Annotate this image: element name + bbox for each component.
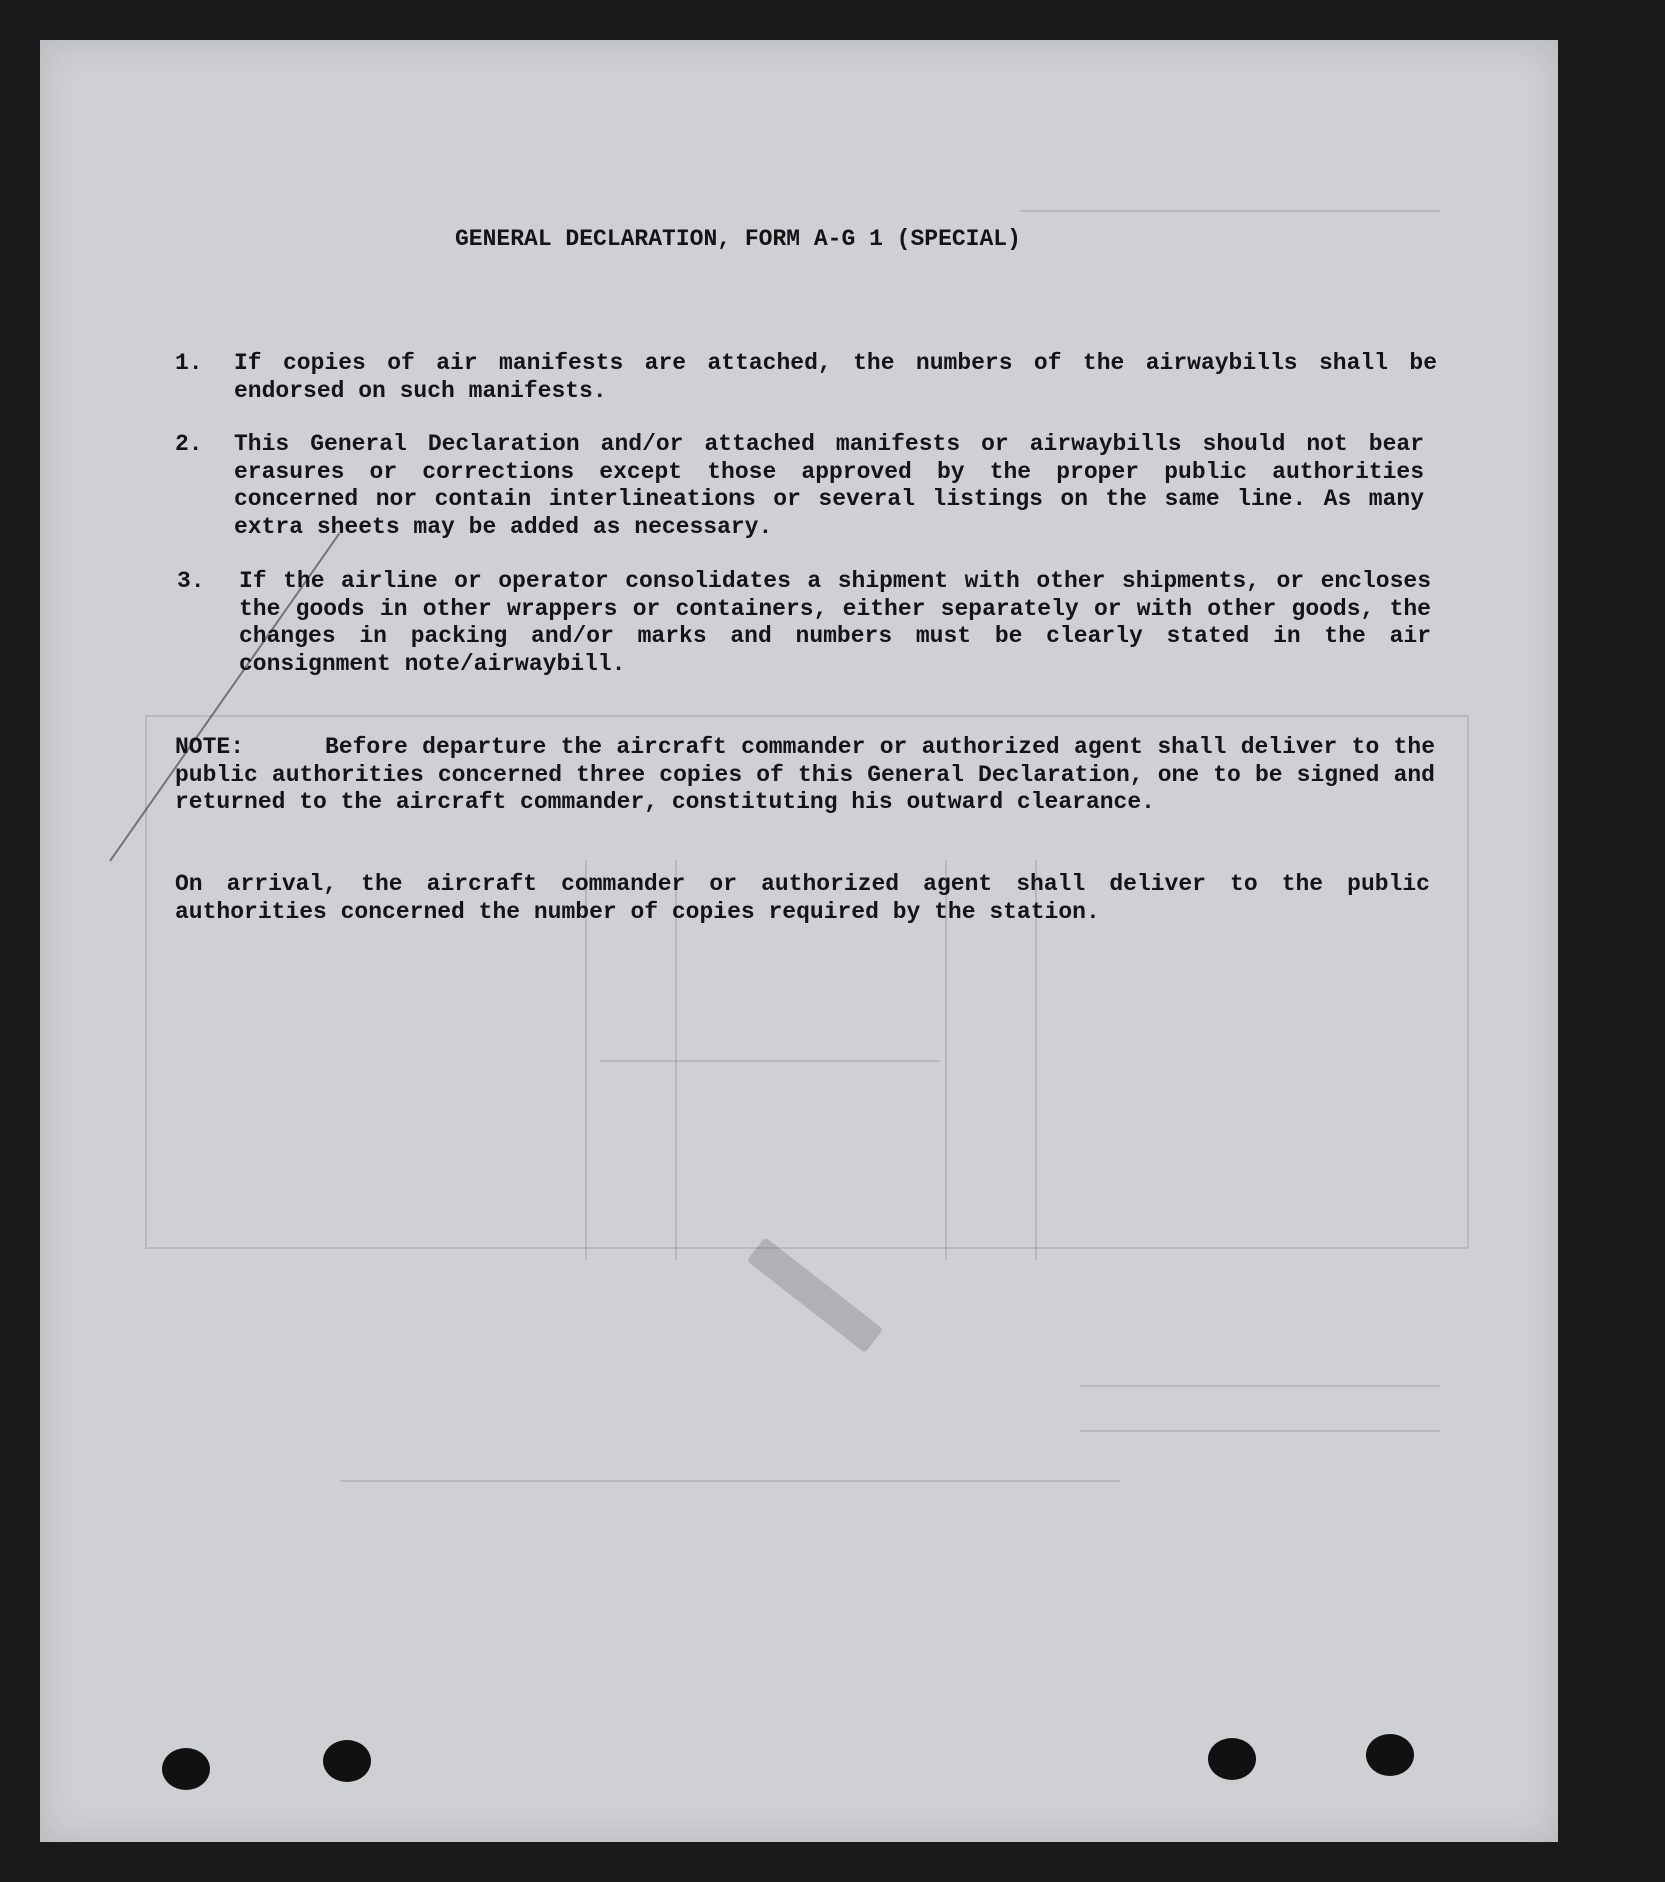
- bleed-through-rule: [340, 1480, 1120, 1482]
- bleed-through-rule: [1080, 1430, 1440, 1432]
- item-text: If the airline or operator consolidates a shipment with other shipments, or encloses the goods in other wrappers or containers, either separately or with other goods, the changes in packing and/or marks and numbers must be clearly stated in the air consignment note/airwaybill.: [239, 568, 1431, 677]
- punch-hole: [1208, 1738, 1256, 1780]
- punch-hole: [323, 1740, 371, 1782]
- item-text: This General Declaration and/or attached manifests or airwaybills should not bear erasures or corrections except those approved by the proper public authorities concerned nor contain interlineations or several listings on the same line. As many extra sheets may be added as necessary.: [234, 431, 1424, 540]
- item-number: 1.: [175, 350, 203, 376]
- document-page: [40, 40, 1558, 1842]
- bleed-through-stamp: [747, 1237, 884, 1353]
- punch-hole: [1366, 1734, 1414, 1776]
- item-number: 2.: [175, 431, 203, 457]
- document-title: GENERAL DECLARATION, FORM A-G 1 (SPECIAL): [455, 226, 1021, 252]
- note-text: Before departure the aircraft commander or authorized agent shall deliver to the public authorities concerned three copies of this General Declaration, one to be signed and returned to the aircraft commander, constituting his outward clearance.: [175, 734, 1435, 815]
- bleed-through-rule: [1020, 210, 1440, 212]
- bleed-through-rule: [1080, 1385, 1440, 1387]
- punch-hole: [162, 1748, 210, 1790]
- bleed-through-rule: [600, 1060, 940, 1062]
- item-number: 3.: [177, 568, 205, 594]
- note-paragraph: [175, 734, 1435, 817]
- arrival-paragraph: On arrival, the aircraft commander or authorized agent shall deliver to the public authorities concerned the number of copies required by the station.: [175, 871, 1430, 925]
- note-label: NOTE:: [175, 734, 245, 760]
- item-text: If copies of air manifests are attached, the numbers of the airwaybills shall be endorsed on such manifests.: [234, 350, 1437, 404]
